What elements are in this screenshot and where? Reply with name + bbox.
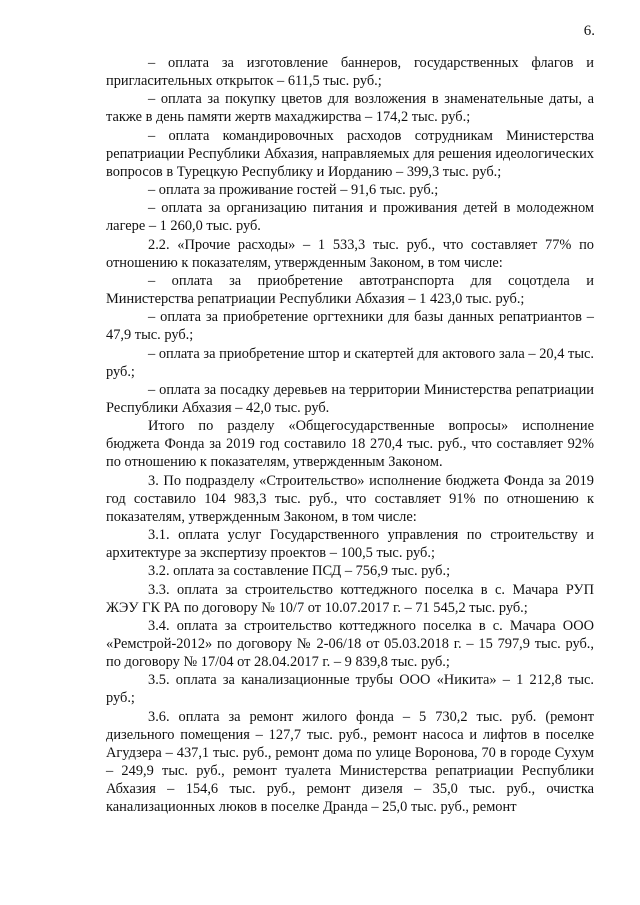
paragraph-item-3-2: 3.2. оплата за составление ПСД – 756,9 тыс. руб.;	[148, 563, 451, 580]
paragraph-section-total: Итого по разделу «Общегосударственные вопросы» исполнение бюджета Фонда за 2019 год составило 18 270,4 тыс. руб., что составляет 92% по отношению к показателям, утвержденным Законом.	[106, 418, 594, 471]
paragraph-item-3-4: 3.4. оплата за строительство коттеджного поселка в с. Мачара ООО «Ремстрой-2012» по договору № 2-06/18 от 05.03.2018 г. – 15 797,9 тыс. руб., по договору № 17/04 от 28.04.2017 г. – 9 839,8 тыс. руб.;	[106, 617, 594, 671]
paragraph-other-expenses: 2.2. «Прочие расходы» – 1 533,3 тыс. руб., что составляет 77% по отношению к показателям, утвержденным Законом, в том числе:	[106, 236, 594, 271]
paragraph-construction: 3. По подразделу «Строительство» исполнение бюджета Фонда за 2019 год составило 104 983,3 тыс. руб., что составляет 91% по отношению к показателям, утвержденным Законом, в том числе:	[106, 472, 594, 525]
paragraph-youth-camp: – оплата за организацию питания и проживания детей в молодежном лагере – 1 260,0 тыс. руб.	[106, 200, 594, 235]
paragraph-vehicles: – оплата за приобретение автотранспорта для соцотдела и Министерства репатриации Республики Абхазия – 1 423,0 тыс. руб.;	[106, 272, 594, 308]
paragraph-curtains: – оплата за приобретение штор и скатертей для актового зала – 20,4 тыс. руб.;	[106, 345, 594, 380]
paragraph-flowers: – оплата за покупку цветов для возложения в знаменательные даты, а также в день памяти жертв махаджирства – 174,2 тыс. руб.;	[106, 91, 594, 126]
paragraph-office-equipment: – оплата за приобретение оргтехники для базы данных репатриантов – 47,9 тыс. руб.;	[106, 309, 594, 344]
paragraph-tree-planting: – оплата за посадку деревьев на территории Министерства репатриации Республики Абхазия – 42,0 тыс. руб.	[106, 381, 594, 416]
paragraph-guest-lodging: – оплата за проживание гостей – 91,6 тыс. руб.;	[148, 182, 439, 199]
paragraph-banners: – оплата за изготовление баннеров, государственных флагов и пригласительных открыток – 611,5 тыс. руб.;	[106, 55, 594, 90]
paragraph-item-3-6: 3.6. оплата за ремонт жилого фонда – 5 730,2 тыс. руб. (ремонт дизельного помещения – 127,7 тыс. руб., ремонт насоса и лифтов в поселке Агудзера – 437,1 тыс. руб., ремонт дома по улице Воронова, 70 в городе Сухум – 249,9 тыс. руб., ремонт туалета Министерства репатриации Республики Абхазия – 154,6 тыс. руб., ремонт дизеля – 35,0 тыс. руб., очистка канализационных люков в поселке Дранда – 25,0 тыс. руб., ремонт	[106, 708, 594, 816]
paragraph-travel-expenses: – оплата командировочных расходов сотрудникам Министерства репатриации Республики Абхазия, направляемых для решения идеологических вопросов в Турецкую Республику и Иорданию – 399,3 тыс. руб.;	[106, 127, 594, 180]
paragraph-item-3-1: 3.1. оплата услуг Государственного управления по строительству и архитектуре за экспертизу проектов – 100,5 тыс. руб.;	[106, 527, 594, 562]
document-body	[106, 54, 594, 817]
paragraph-item-3-5: 3.5. оплата за канализационные трубы ООО «Никита» – 1 212,8 тыс. руб.;	[106, 672, 594, 707]
paragraph-item-3-3: 3.3. оплата за строительство коттеджного поселка в с. Мачара РУП ЖЭУ ГК РА по договору № 10/7 от 10.07.2017 г. – 71 545,2 тыс. руб.;	[106, 581, 594, 616]
page-number: 6.	[583, 23, 595, 39]
